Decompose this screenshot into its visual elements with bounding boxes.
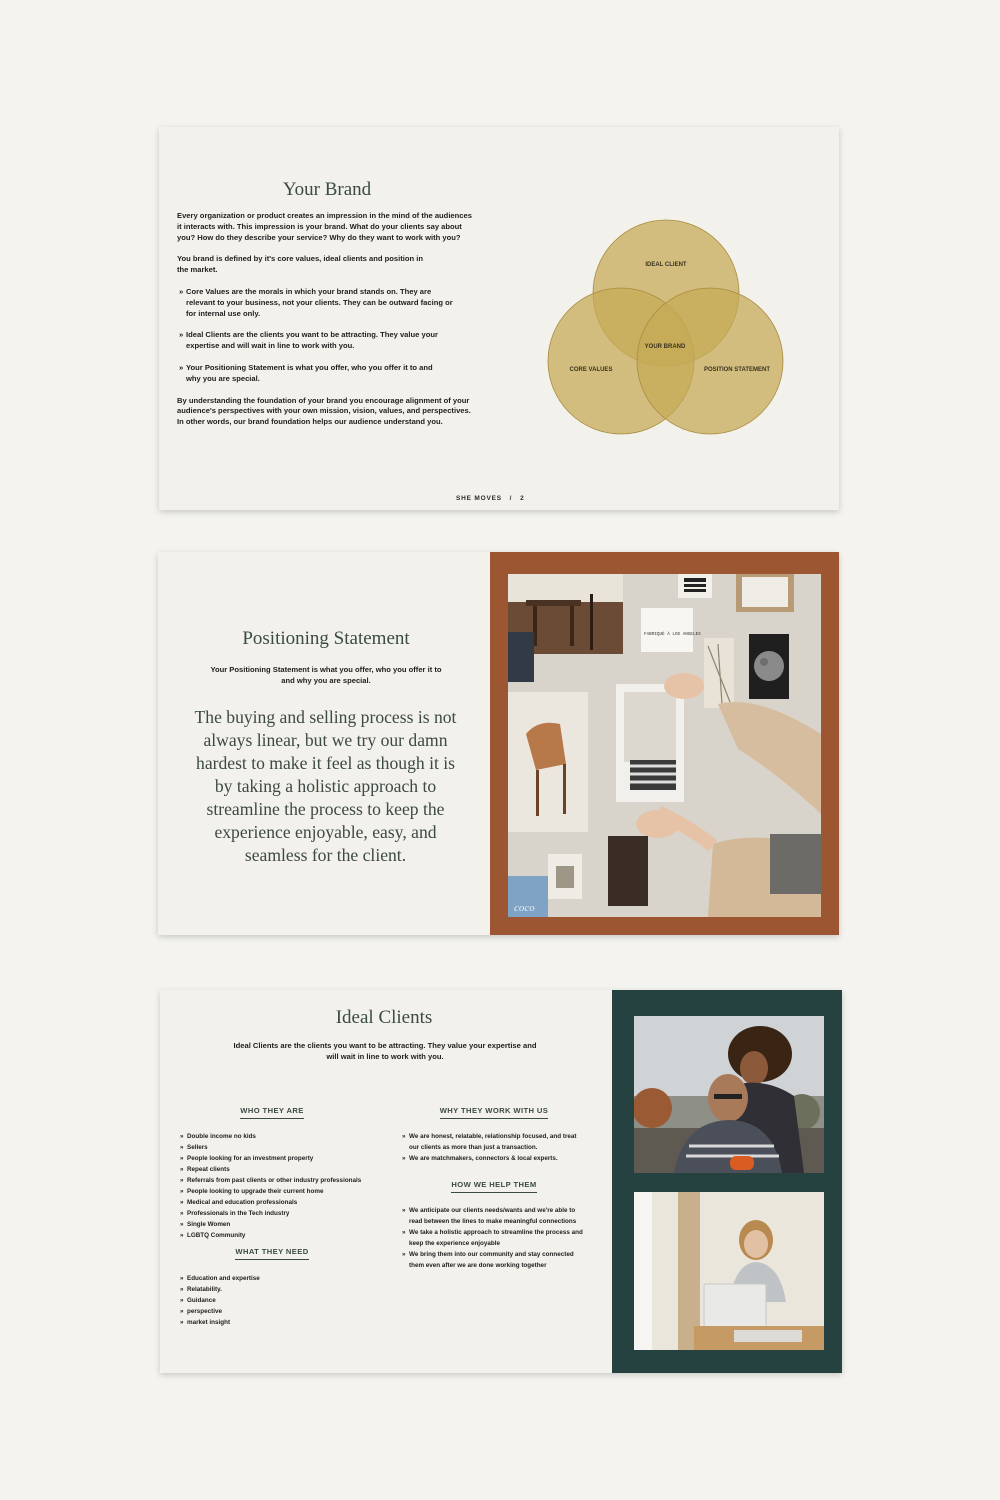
slide-subtitle: Your Positioning Statement is what you offer, who you offer it to and why you are special. [210,665,442,685]
list-item: » People looking for an investment property [180,1153,390,1164]
moodboard-illustration [508,574,821,917]
how-we-help-them-list [402,1205,588,1271]
section-heading-help [434,1180,554,1193]
couple-illustration [634,1016,824,1173]
text-panel [158,552,490,935]
list-item: » Ideal Clients are the clients you want to be attracting. They value your expertise and will wait in line to work with you. [177,330,461,352]
heading-text: WHAT THEY NEED [235,1247,308,1260]
slide-positioning-statement [158,552,839,935]
list-item: » market insight [180,1317,330,1328]
list-item: » Double income no kids [180,1131,390,1142]
list-item: » Education and expertise [180,1273,330,1284]
venn-circle-position-statement [637,288,783,434]
slide-title: Your Brand [282,179,372,200]
heading-text: WHY THEY WORK WITH US [440,1106,549,1119]
paragraph: You brand is defined by it's core values, ideal clients and position in the market. [177,254,423,275]
brand-description [177,211,477,439]
list-item: » Your Positioning Statement is what you offer, who you offer it to and why you are special. [177,363,441,385]
brand-bullet-list [177,287,477,385]
list-item: » Sellers [180,1142,390,1153]
paragraph: Every organization or product creates an impression in the mind of the audiences it interacts with. This impression is your brand. What do your clients say about you? How do they describe your service? Why do they want to work with you? [177,211,472,242]
brand-venn-diagram [544,215,789,440]
list-item: » Referrals from past clients or other industry professionals [180,1175,390,1186]
woman-laptop-photo [634,1192,824,1350]
venn-label-position-statement: POSITION STATEMENT [703,367,771,373]
what-they-need-list [180,1273,330,1328]
list-item: » We are matchmakers, connectors & local experts. [402,1153,588,1164]
list-item: » LGBTQ Community [180,1230,390,1241]
woman-laptop-illustration [634,1192,824,1350]
list-item: » Relatability. [180,1284,330,1295]
list-item: » Professionals in the Tech industry [180,1208,390,1219]
photo-frame [490,552,839,935]
venn-label-ideal-client: IDEAL CLIENT [645,262,687,268]
list-item: » perspective [180,1306,330,1317]
section-heading-why [424,1106,564,1119]
heading-text: WHO THEY ARE [240,1106,303,1119]
who-they-are-list [180,1131,390,1241]
list-item: » We are honest, relatable, relationship focused, and treat our clients as more than just a transaction. [402,1131,588,1153]
section-heading-need [212,1247,332,1260]
list-item: » We bring them into our community and stay connected them even after we are done working together [402,1249,588,1271]
page-footer: SHE MOVES / 2 [456,495,525,502]
section-heading-who [212,1106,332,1119]
positioning-quote: The buying and selling process is not always linear, but we try our damn hardest to make it feel as though it is by taking a holistic approach to streamline the process to keep the experience enjoyable, easy, and seamless for the client. [194,707,457,865]
list-item: » Medical and education professionals [180,1197,390,1208]
list-item: » Core Values are the morals in which your brand stands on. They are relevant to your business, not your clients. They can be outward facing or for internal use only. [177,287,461,319]
list-item: » We take a holistic approach to streamline the process and keep the experience enjoyable [402,1227,588,1249]
why-they-work-with-us-list [402,1131,588,1164]
photo-tag-text: coco [514,902,535,914]
paragraph: By understanding the foundation of your brand you encourage alignment of your audience's perspectives with your own mission, vision, values, and perspectives. In other words, our brand foundation helps our audience understand you. [177,395,471,427]
slide-ideal-clients [160,990,842,1373]
slide-title: Positioning Statement [242,628,410,649]
photo-panel [612,990,842,1373]
slide-your-brand [159,127,839,510]
venn-label-core-values: CORE VALUES [569,367,613,373]
moodboard-photo [508,574,821,917]
list-item: » Repeat clients [180,1164,390,1175]
heading-text: HOW WE HELP THEM [451,1180,536,1193]
slide-title: Ideal Clients [335,1007,433,1028]
venn-label-your-brand: YOUR BRAND [644,344,686,350]
photo-card-text: FABRIQUÉ À LOS ANGELES [644,632,701,637]
list-item: » Single Women [180,1219,390,1230]
slide-subtitle: Ideal Clients are the clients you want to be attracting. They value your expertise and will wait in line to work with you. [233,1041,537,1061]
list-item: » We anticipate our clients needs/wants and we're able to read between the lines to make meaningful connections [402,1205,588,1227]
list-item: » Guidance [180,1295,330,1306]
list-item: » People looking to upgrade their current home [180,1186,390,1197]
couple-photo [634,1016,824,1173]
